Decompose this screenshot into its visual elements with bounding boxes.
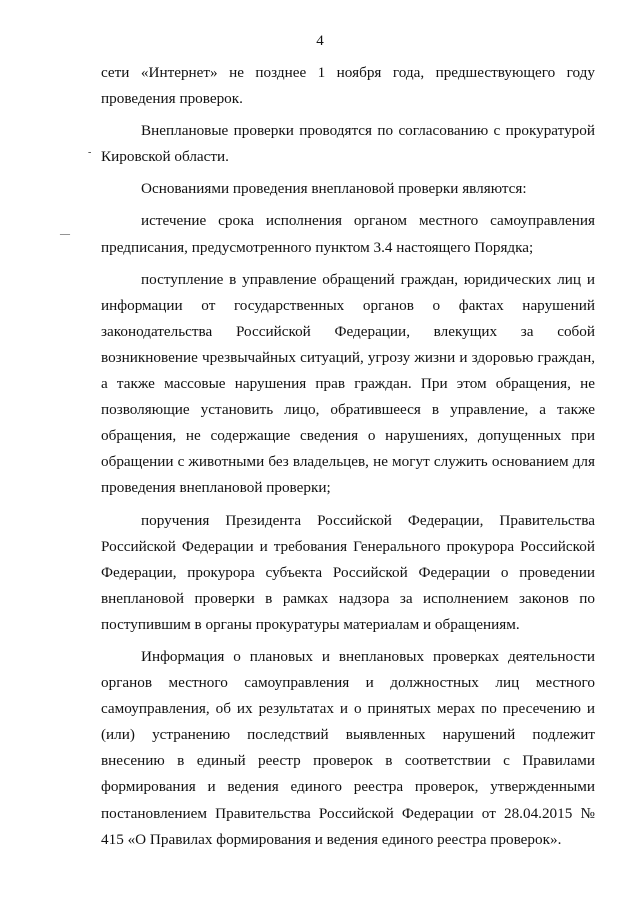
paragraph: поручения Президента Российской Федерации, Правительства Российской Федерации и требования Генерального прокурора Российской Федерации, прокурора субъекта Российской Федерации о проведении внеплановой проверки в рамках надзора за исполнением законов по поступившим в органы прокуратуры материалам и обращениям. [101, 511, 595, 633]
paragraph: Внеплановые проверки проводятся по согласованию с прокуратурой Кировской области. [101, 122, 595, 166]
paragraph: сети «Интернет» не позднее 1 ноября года, предшествующего году проведения проверок. [101, 64, 595, 108]
paragraph: Основаниями проведения внеплановой проверки являются: [141, 180, 527, 198]
margin-mark: — [60, 229, 70, 240]
margin-mark: - [88, 147, 92, 158]
paragraph: Информация о плановых и внеплановых проверках деятельности органов местного самоуправления и должностных лиц местного самоуправления, об их результатах и о принятых мерах по пресечению и (или) устранению последствий выявленных нарушений подлежит внесению в единый реестр проверок в соответствии с Правилами формирования и ведения единого реестра проверок, утвержденными постановлением Правительства Российской Федерации от 28.04.2015 № 415 «О Правилах формирования и ведения единого реестра проверок». [101, 647, 595, 848]
paragraph: поступление в управление обращений граждан, юридических лиц и информации от государственных органов о фактах нарушений законодательства Российской Федерации, влекущих за собой возникновение чрезвычайных ситуаций, угрозу жизни и здоровью граждан, а также массовые нарушения прав граждан. При этом обращения, не позволяющие установить лицо, обратившееся в управление, а также обращения, не содержащие сведения о нарушениях, допущенных при обращении с животными без владельцев, не могут служить основанием для проведения внеплановой проверки; [101, 270, 595, 497]
document-body [101, 60, 595, 853]
paragraph: истечение срока исполнения органом местного самоуправления предписания, предусмотренного пунктом 3.4 настоящего Порядка; [101, 212, 595, 256]
page-number: 4 [316, 33, 324, 49]
